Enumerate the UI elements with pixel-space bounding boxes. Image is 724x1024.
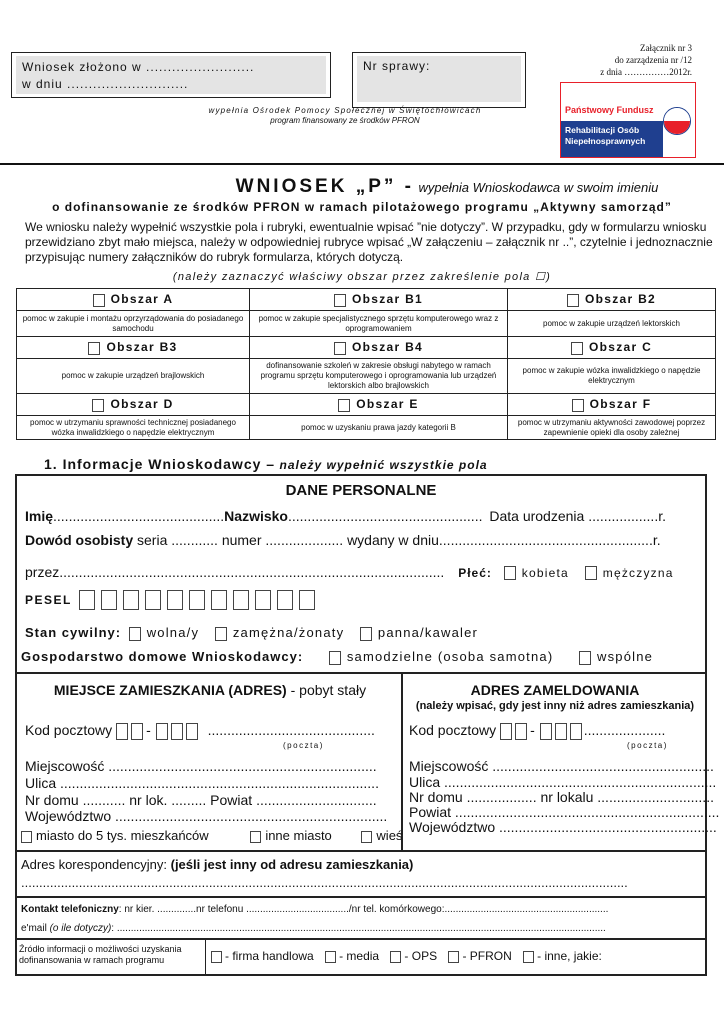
ops-note-line2: program finansowany ze środków PFRON <box>270 116 420 125</box>
locality-small-town-checkbox[interactable] <box>21 831 32 843</box>
area-b2-checkbox[interactable] <box>567 294 579 307</box>
area-f-checkbox[interactable] <box>572 399 584 412</box>
postcode-digit[interactable] <box>156 723 168 740</box>
area-f-desc: pomoc w utrzymaniu aktywności zawodowej poprzez zapewnienie opieki dla osoby zależnej <box>508 416 716 440</box>
source-shop-checkbox[interactable] <box>211 951 222 963</box>
pesel-digit[interactable] <box>255 590 271 610</box>
source-other-checkbox[interactable] <box>523 951 534 963</box>
registration-postcode-row: Kod pocztowy - ..................... <box>409 722 666 738</box>
source-media-checkbox[interactable] <box>325 951 336 963</box>
area-a-option[interactable] <box>17 289 250 311</box>
residence-heading-bold: MIEJSCE ZAMIESZKANIA (ADRES) <box>53 682 287 698</box>
area-d-label: Obszar D <box>110 397 174 412</box>
locality-type-row <box>21 828 402 843</box>
area-b1-option[interactable] <box>250 289 508 311</box>
area-c-option[interactable] <box>508 337 716 359</box>
attachment-line3: z dnia ……………2012r. <box>600 67 692 77</box>
marital-row <box>25 625 478 641</box>
pesel-digit[interactable] <box>189 590 205 610</box>
pesel-digit[interactable] <box>101 590 117 610</box>
pesel-digit[interactable] <box>123 590 139 610</box>
area-b4-desc: dofinansowanie szkoleń w zakresie obsługi nabytego w ramach programu sprzętu komputerowego i oprogramowania lub urządzeń lektorskich albo brajlowskich <box>250 359 508 394</box>
sex-male-checkbox[interactable] <box>585 566 597 580</box>
area-e-checkbox[interactable] <box>338 399 350 412</box>
area-f-label: Obszar F <box>589 397 652 412</box>
source-option-1: - firma handlowa <box>225 949 314 963</box>
household-row <box>21 649 653 665</box>
area-d-option[interactable] <box>17 394 250 416</box>
pesel-digit[interactable] <box>233 590 249 610</box>
area-f-option[interactable] <box>508 394 716 416</box>
submission-day-field[interactable]: w dniu ............................ <box>22 77 189 91</box>
household-option-1: samodzielne (osoba samotna) <box>346 649 554 664</box>
logo-line2: Rehabilitacji Osób <box>565 125 640 135</box>
postcode-digit[interactable] <box>570 723 582 740</box>
section1-title: 1. Informacje Wnioskodawcy – <box>44 456 276 472</box>
contact-section <box>17 896 705 938</box>
source-options <box>211 949 602 963</box>
first-name-label: Imię <box>25 508 54 524</box>
source-option-5: - inne, jakie: <box>537 949 602 963</box>
postcode-digit[interactable] <box>186 723 198 740</box>
title-note: wypełnia Wnioskodawca w swoim imieniu <box>418 180 659 195</box>
case-number-label: Nr sprawy: <box>363 59 431 73</box>
postcode-digit[interactable] <box>540 723 552 740</box>
logo-circle-icon <box>663 107 691 135</box>
phone-fields[interactable]: : nr kier. ..............nr telefonu ...................................../nr tel. komórkowego:........................................................... <box>118 904 609 915</box>
source-section <box>17 938 705 974</box>
id-row <box>25 532 661 548</box>
submission-inner <box>16 56 326 94</box>
email-note: (o ile dotyczy) <box>49 923 112 934</box>
marital-single-widowed-checkbox[interactable] <box>129 627 141 641</box>
pesel-label: PESEL <box>25 593 72 607</box>
email-label: e'mail <box>21 923 47 934</box>
marital-option-3: panna/kawaler <box>377 625 479 640</box>
area-instruction: (należy zaznaczyć właściwy obszar przez zakreślenie pola ☐) <box>172 271 552 283</box>
ops-note <box>180 106 510 126</box>
area-e-label: Obszar E <box>356 397 419 412</box>
marital-label: Stan cywilny: <box>25 625 122 640</box>
area-b3-checkbox[interactable] <box>88 342 100 355</box>
household-shared-checkbox[interactable] <box>579 651 591 665</box>
residence-street-field[interactable]: Ulica .................................................................................. <box>25 775 379 791</box>
case-number-field[interactable] <box>357 56 521 102</box>
area-d-checkbox[interactable] <box>92 399 104 412</box>
area-b3-desc: pomoc w zakupie urządzeń brajlowskich <box>17 359 250 394</box>
phone-label: Kontakt telefoniczny <box>21 904 119 915</box>
locality-option-3: wieś <box>376 828 403 843</box>
pesel-digit[interactable] <box>145 590 161 610</box>
residence-province-field[interactable]: Województwo ...................................................................... <box>25 808 388 824</box>
household-option-2: wspólne <box>597 649 654 664</box>
birth-date-field[interactable]: Data urodzenia ..................r. <box>489 508 666 524</box>
title-main: WNIOSEK „P” - <box>235 176 414 197</box>
residence-post-office-field[interactable]: ........................................... <box>207 722 375 738</box>
marital-option-1: wolna/y <box>146 625 200 640</box>
logo-blue-band <box>561 121 663 157</box>
source-pfron-checkbox[interactable] <box>448 951 459 963</box>
residence-city-field[interactable]: Miejscowość ..................................................................... <box>25 758 377 774</box>
registration-city-field[interactable] <box>409 758 714 774</box>
registration-house-field[interactable] <box>409 789 714 805</box>
locality-village-checkbox[interactable] <box>361 831 372 843</box>
registration-postcode-label: Kod pocztowy <box>409 722 497 738</box>
registration-county-field[interactable] <box>409 804 719 820</box>
area-c-checkbox[interactable] <box>571 342 583 355</box>
name-row <box>25 508 666 524</box>
residence-house-field[interactable]: Nr domu ........... nr lok. ......... Powiat ............................... <box>25 792 377 808</box>
registration-street-field[interactable] <box>409 774 716 790</box>
area-b4-option[interactable] <box>250 337 508 359</box>
area-b1-label: Obszar B1 <box>351 292 424 307</box>
source-label: Źródło informacji o możliwości uzyskania dofinansowania w ramach programu <box>19 944 182 965</box>
postcode-digit[interactable] <box>116 723 128 740</box>
pesel-digit[interactable] <box>277 590 293 610</box>
issued-by-row <box>25 564 674 580</box>
sex-label: Płeć: <box>458 566 492 580</box>
registration-city-text: Miejscowość ......................................................... <box>409 758 714 774</box>
postcode-digit[interactable] <box>515 723 527 740</box>
source-divider <box>205 940 206 976</box>
registration-province-text: Województwo ........................................................ <box>409 819 717 835</box>
source-option-3: - OPS <box>404 949 438 963</box>
attachment-line2: do zarządzenia nr /12 <box>614 55 692 65</box>
phone-row <box>21 904 608 915</box>
submission-date-field[interactable]: Wniosek złożono w ......................... <box>22 60 255 74</box>
area-b2-option[interactable] <box>508 289 716 311</box>
area-b2-desc: pomoc w zakupie urządzeń lektorskich <box>508 311 716 337</box>
attachment-line1: Załącznik nr 3 <box>640 43 692 53</box>
area-c-label: Obszar C <box>588 340 653 355</box>
area-b3-option[interactable] <box>17 337 250 359</box>
registration-post-office-field[interactable]: ..................... <box>583 722 666 738</box>
submission-box <box>11 52 331 98</box>
residence-postcode-label: Kod pocztowy <box>25 722 113 738</box>
section1-note: należy wypełnić wszystkie pola <box>279 458 488 472</box>
registration-county-text: Powiat .................................................................... <box>409 804 720 820</box>
registration-heading: ADRES ZAMELDOWANIA <box>470 682 640 698</box>
marital-option-2: zamężna/żonaty <box>232 625 345 640</box>
area-b4-label: Obszar B4 <box>351 340 424 355</box>
postcode-digit[interactable] <box>555 723 567 740</box>
correspondence-section <box>17 850 705 896</box>
form-title <box>0 176 724 198</box>
pesel-digit[interactable] <box>211 590 227 610</box>
last-name-label: Nazwisko <box>224 508 288 524</box>
pfron-logo <box>560 82 696 158</box>
ops-note-line1: wypełnia Ośrodek Pomocy Społecznej w Świętochłowicach <box>208 106 482 115</box>
area-a-desc: pomoc w zakupie i montażu oprzyrządowania do posiadanego samochodu <box>17 311 250 337</box>
correspondence-label-row <box>21 857 413 872</box>
area-e-option[interactable] <box>250 394 508 416</box>
area-b1-checkbox[interactable] <box>334 294 346 307</box>
area-a-checkbox[interactable] <box>93 294 105 307</box>
id-card-fields[interactable]: seria ............ numer .................... wydany w dniu.......................................................r. <box>137 532 661 548</box>
area-e-desc: pomoc w uzyskaniu prawa jazdy kategorii B <box>250 416 508 440</box>
postcode-digit[interactable] <box>131 723 143 740</box>
registration-note: (należy wpisać, gdy jest inny niż adres zamieszkania) <box>415 700 695 712</box>
areas-table <box>16 288 716 440</box>
case-number-box <box>352 52 526 108</box>
registration-address-section <box>405 674 720 850</box>
residence-poczta-note: (poczta) <box>283 741 324 750</box>
residence-heading-rest: - pobyt stały <box>286 682 367 698</box>
sex-male-label: mężczyzna <box>602 566 674 580</box>
pesel-digit[interactable] <box>79 590 95 610</box>
source-ops-checkbox[interactable] <box>390 951 401 963</box>
source-option-4: - PFRON <box>462 949 512 963</box>
correspondence-field[interactable]: ........................................................................................................................................................................ <box>21 875 628 890</box>
first-name-field[interactable]: ............................................ <box>53 508 225 524</box>
pesel-row <box>25 590 321 610</box>
area-a-label: Obszar A <box>110 292 174 307</box>
area-b1-desc: pomoc w zakupie specjalistycznego sprzętu komputerowego wraz z oprogramowaniem <box>250 311 508 337</box>
household-single-checkbox[interactable] <box>329 651 341 665</box>
registration-street-text: Ulica ...................................................................... <box>409 774 717 790</box>
logo-top-text: Państwowy Fundusz <box>565 105 654 115</box>
residence-heading <box>17 682 403 698</box>
marital-unmarried-checkbox[interactable] <box>360 627 372 641</box>
registration-poczta-note: (poczta) <box>627 741 668 750</box>
personal-data-section <box>17 476 705 672</box>
correspondence-note: (jeśli jest inny od adresu zamieszkania) <box>170 857 414 872</box>
area-c-desc: pomoc w zakupie wózka inwalidzkiego o napędzie elektrycznym <box>508 359 716 394</box>
marital-married-checkbox[interactable] <box>215 627 227 641</box>
form-subtitle: o dofinansowanie ze środków PFRON w ramach pilotażowego programu „Aktywny samorząd” <box>52 200 672 214</box>
intro-paragraph: We wniosku należy wypełnić wszystkie pola i rubryki, ewentualnie wpisać ”nie dotyczy”. W przypadku, gdy w formularzu wniosku przewidziano zbyt mało miejsca, należy w odpowiedniej rubryce wpisać „W załączeniu – załącznik nr ..”, czytelnie i jednoznacznie przypisując numery załączników do rubryk formularza, których dotyczą. <box>25 220 713 264</box>
section1-heading <box>44 456 488 474</box>
locality-option-1: miasto do 5 tys. mieszkańców <box>36 828 209 843</box>
postcode-digit[interactable] <box>171 723 183 740</box>
source-option-2: - media <box>339 949 380 963</box>
email-row <box>21 923 606 934</box>
last-name-field[interactable]: .................................................. <box>287 508 483 524</box>
residence-address-section <box>17 674 403 850</box>
sex-female-checkbox[interactable] <box>504 566 516 580</box>
issued-by-field[interactable]: przez................................................................................................... <box>25 564 445 580</box>
area-b4-checkbox[interactable] <box>334 342 346 355</box>
sex-female-label: kobieta <box>521 566 569 580</box>
residence-postcode-row: Kod pocztowy - ........................................... <box>25 722 375 738</box>
id-card-label: Dowód osobisty <box>25 532 134 548</box>
email-field[interactable]: : ................................................................................................................................................................................ <box>111 923 606 934</box>
pesel-digit[interactable] <box>167 590 183 610</box>
postcode-digit[interactable] <box>500 723 512 740</box>
personal-heading: DANE PERSONALNE <box>285 482 437 499</box>
locality-option-2: inne miasto <box>265 828 332 843</box>
area-b3-label: Obszar B3 <box>106 340 178 355</box>
pesel-digit[interactable] <box>299 590 315 610</box>
header-divider <box>0 163 724 165</box>
pesel-boxes[interactable] <box>79 590 321 610</box>
registration-house-text: Nr domu .................. nr lokalu .............................. <box>409 789 714 805</box>
logo-line3: Niepełnosprawnych <box>565 136 646 146</box>
registration-province-field[interactable] <box>409 819 717 835</box>
household-label: Gospodarstwo domowe Wnioskodawcy: <box>21 649 304 664</box>
area-d-desc: pomoc w utrzymaniu sprawności technicznej posiadanego wózka inwalidzkiego o napędzie elektrycznym <box>17 416 250 440</box>
area-b2-label: Obszar B2 <box>584 292 657 307</box>
attachment-note <box>560 42 720 78</box>
locality-other-city-checkbox[interactable] <box>250 831 261 843</box>
correspondence-label: Adres korespondencyjny: <box>21 857 167 872</box>
